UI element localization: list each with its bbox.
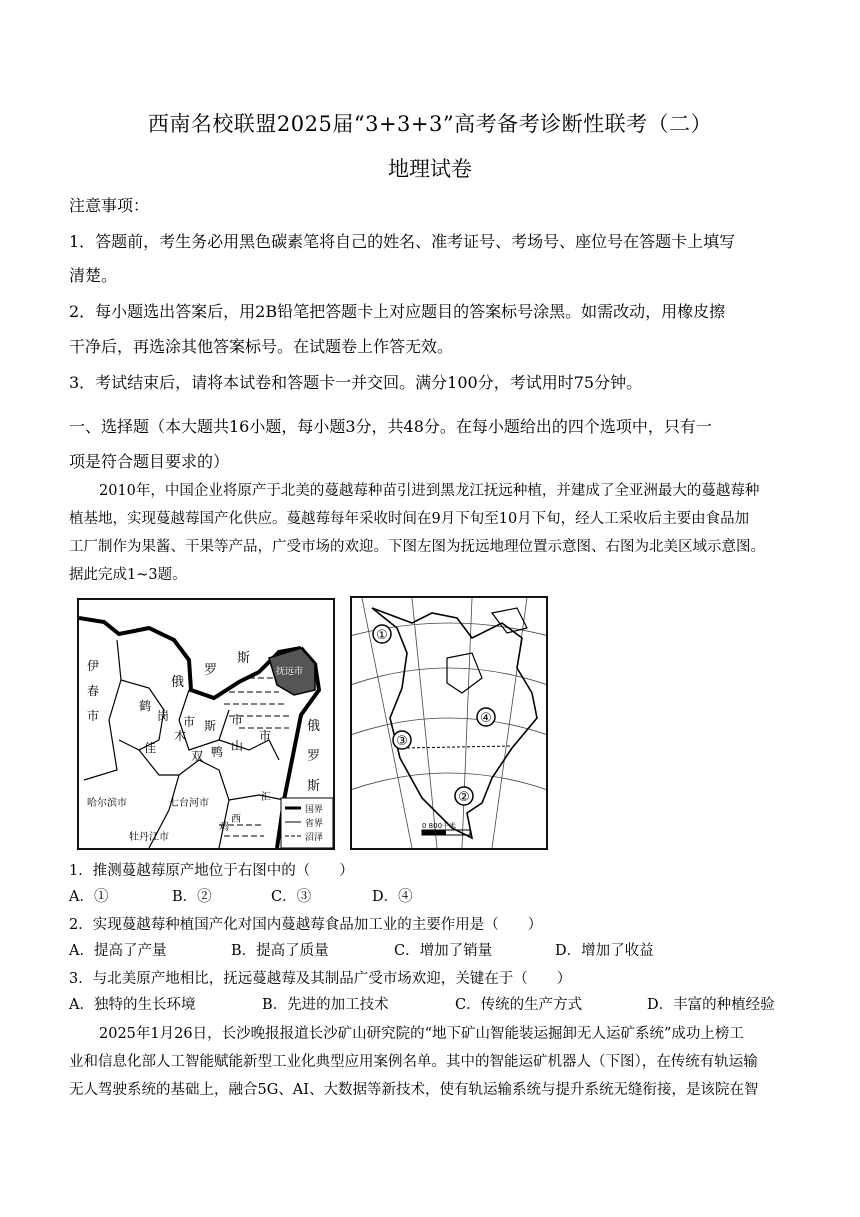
notice-item-1a: 1．答题前，考生务必用黑色碳素笔将自己的姓名、准考证号、考场号、座位号在答题卡上填写 bbox=[69, 232, 736, 251]
swamp-pattern bbox=[219, 678, 289, 836]
passage2-line3: 无人驾驶系统的基础上，融合5G、AI、大数据等新技术，使有轨运输系统与提升系统无缝衔接，是该院在智 bbox=[69, 1082, 759, 1098]
q1-option-a[interactable]: A．① bbox=[69, 889, 109, 905]
passage1-line2: 植基地，实现蔓越莓国产化供应。蔓越莓每年采收时间在9月下旬至10月下旬，经人工采收后主要由食品加 bbox=[69, 511, 750, 527]
label-jiamusi-b: 木 bbox=[174, 729, 187, 743]
question-2-stem: 2．实现蔓越莓种植国产化对国内蔓越莓食品加工业的主要作用是（ ） bbox=[69, 917, 543, 933]
question-1-options bbox=[69, 885, 793, 912]
label-fuyuan: 抚远市 bbox=[276, 667, 304, 677]
passage1-line3: 工厂制作为果酱、干果等产品，广受市场的欢迎。下图左图为抚远地理位置示意图、右图为北美区域示意图。 bbox=[69, 539, 765, 555]
passage2-line2: 业和信息化部人工智能赋能新型工业化典型应用案例名单。其中的智能运矿机器人（下图），在传统有轨运输 bbox=[69, 1054, 758, 1070]
question-3-options bbox=[69, 993, 793, 1020]
label-yichun-a: 伊 bbox=[87, 659, 100, 673]
label-russia2-a: 俄 bbox=[307, 719, 321, 734]
question-2-options bbox=[69, 939, 793, 966]
marker-3: ③ bbox=[396, 734, 408, 749]
label-hegang-c: 市 bbox=[183, 715, 196, 729]
label-hegang-a: 鹤 bbox=[139, 699, 152, 713]
label-jiamusi-c: 斯 bbox=[204, 719, 217, 733]
exam-title: 西南名校联盟2025届“3+3+3”高考备考诊断性联考（二） bbox=[147, 112, 713, 136]
q3-option-b[interactable]: B．先进的加工技术 bbox=[262, 997, 389, 1013]
notice-heading: 注意事项： bbox=[69, 196, 150, 215]
marker-1: ① bbox=[376, 628, 388, 643]
label-shuangyashan-a: 双 bbox=[191, 749, 204, 763]
q2-option-d[interactable]: D．增加了收益 bbox=[555, 943, 654, 959]
scale-label: 0 800千米 bbox=[422, 822, 457, 830]
label-russia2-c: 斯 bbox=[307, 779, 321, 794]
passage1-line1: 2010年，中国企业将原产于北美的蔓越莓种苗引进到黑龙江抚远种植，并建成了全亚洲最大的蔓越莓种 bbox=[99, 483, 760, 499]
north-america-drawing bbox=[352, 598, 546, 848]
label-russia1-b: 罗 bbox=[204, 663, 218, 678]
marker-2: ② bbox=[458, 790, 470, 805]
fuyuan-location-map bbox=[77, 598, 335, 850]
q3-option-c[interactable]: C．传统的生产方式 bbox=[455, 997, 583, 1013]
q3-option-a[interactable]: A．独特的生长环境 bbox=[69, 997, 196, 1013]
q2-option-b[interactable]: B．提高了质量 bbox=[231, 943, 329, 959]
q2-option-c[interactable]: C．增加了销量 bbox=[394, 943, 493, 959]
label-jixi-a: 鸡 bbox=[219, 822, 229, 833]
notice-item-3: 3．考试结束后，请将本试卷和答题卡一并交回。满分100分，考试用时75分钟。 bbox=[69, 373, 643, 392]
q3-option-d[interactable]: D．丰富的种植经验 bbox=[647, 997, 775, 1013]
notice-item-1b: 清楚。 bbox=[69, 266, 118, 285]
legend-border-label: 国界 bbox=[305, 805, 324, 815]
passage2-line1: 2025年1月26日，长沙晚报报道长沙矿山研究院的“地下矿山智能装运掘卸无人运矿系统”成功上榜工 bbox=[99, 1026, 744, 1042]
label-shuangyashan-b: 鸭 bbox=[211, 745, 224, 759]
label-qitaihe: 七台河市 bbox=[169, 798, 209, 809]
question-3-stem: 3．与北美原产地相比，抚远蔓越莓及其制品广受市场欢迎，关键在于（ ） bbox=[69, 971, 572, 987]
label-jiamusi-d: 市 bbox=[231, 713, 244, 727]
q2-option-a[interactable]: A．提高了产量 bbox=[69, 943, 167, 959]
label-harbin: 哈尔滨市 bbox=[87, 798, 127, 809]
exam-subject: 地理试卷 bbox=[388, 157, 472, 181]
label-jixi-b: 西 bbox=[231, 814, 241, 825]
scale-bar-fill bbox=[422, 830, 446, 835]
section-heading-a: 一、选择题（本大题共16小题，每小题3分，共48分。在每小题给出的四个选项中，只有一 bbox=[69, 417, 712, 436]
label-russia2-b: 罗 bbox=[307, 749, 321, 764]
label-shuangyashan-d: 市 bbox=[259, 729, 272, 743]
notice-item-2b: 干净后，再选涂其他答案标号。在试题卷上作答无效。 bbox=[69, 337, 454, 356]
legend-province-label: 省界 bbox=[305, 819, 324, 829]
north-america-map bbox=[350, 596, 548, 850]
q1-option-c[interactable]: C．③ bbox=[271, 889, 312, 905]
label-hegang-b: 岗 bbox=[157, 709, 170, 723]
question-1-stem: 1．推测蔓越莓原产地位于右图中的（ ） bbox=[69, 863, 354, 879]
label-russia1-c: 斯 bbox=[237, 651, 251, 666]
label-shuangyashan-c: 山 bbox=[231, 739, 244, 753]
city-borders bbox=[84, 640, 284, 848]
hudson-bay bbox=[447, 653, 482, 693]
label-hulin: 汇 bbox=[261, 792, 271, 803]
q1-option-d[interactable]: D．④ bbox=[372, 889, 413, 905]
label-russia1-a: 俄 bbox=[171, 675, 185, 690]
section-heading-b: 项是符合题目要求的） bbox=[69, 452, 230, 471]
label-jiamusi-a: 佳 bbox=[144, 741, 157, 755]
label-mudanjiang: 牡丹江市 bbox=[129, 832, 169, 843]
national-border bbox=[79, 618, 304, 698]
passage1-line4: 据此完成1~3题。 bbox=[69, 567, 187, 583]
label-yichun-c: 市 bbox=[87, 709, 100, 723]
legend-swamp-label: 沼泽 bbox=[305, 833, 324, 843]
label-yichun-b: 春 bbox=[87, 684, 100, 698]
notice-item-2a: 2．每小题选出答案后，用2B铅笔把答题卡上对应题目的答案标号涂黑。如需改动，用橡皮擦 bbox=[69, 302, 726, 321]
marker-4: ④ bbox=[480, 711, 492, 726]
us-border bbox=[402, 746, 512, 748]
fuyuan-map-drawing bbox=[79, 600, 333, 848]
q1-option-b[interactable]: B．② bbox=[172, 889, 212, 905]
